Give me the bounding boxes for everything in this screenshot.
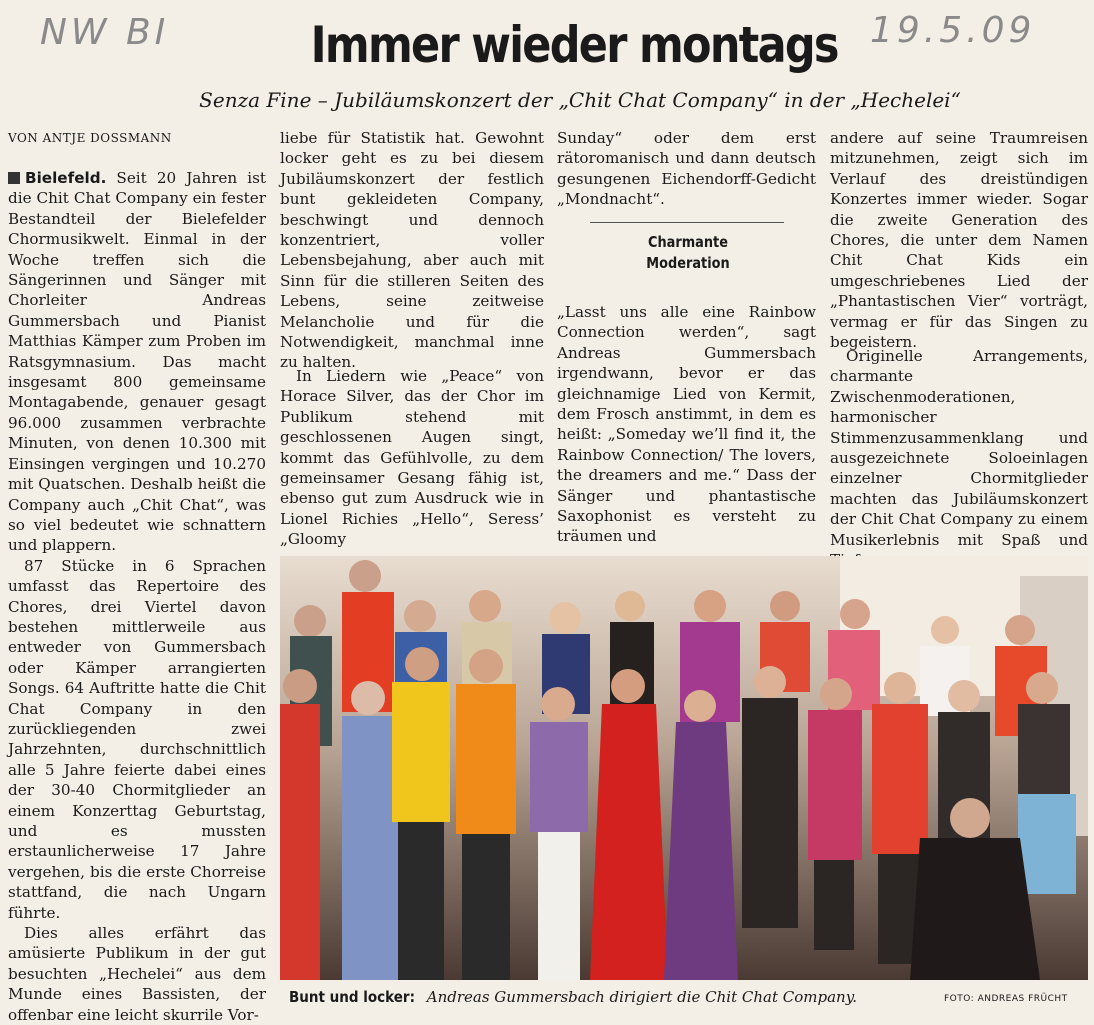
article-column-4: [830, 128, 1088, 352]
photo-caption: [282, 988, 857, 1006]
article-column-4-continued: [830, 346, 1088, 549]
dateline-city: Bielefeld.: [25, 169, 107, 187]
subheading-line: Charmante: [648, 233, 728, 251]
article-subheading: [612, 232, 763, 274]
subheading-divider: [590, 222, 784, 223]
article-subhead: Senza Fine – Jubiläumskonzert der „Chit Chat Company“ in der „Hechelei“: [199, 88, 961, 112]
paragraph: „Lasst uns alle eine Rainbow Connection werden“, sagt Andreas Gummersbach irgendwann, bevor er das gleichnamige Lied von Kermit, dem Frosch anstimmt, in dem es heißt: „Someday we’ll find it, the Rainbow Connection/ The lovers, the dreamers and me.“ Dass der Sänger und phantastische Saxophonist es versteht zu träumen und: [557, 303, 816, 546]
paragraph: liebe für Statistik hat. Gewohnt locker geht es zu bei diesem Jubiläumskonzert der festlich bunt gekleideten Company, beschwingt und dennoch konzentriert, voller Lebensbejahung, aber auch mit Sinn für die stilleren Seiten des Lebens, seine zeitweise Melancholie und für die Notwendigkeit, manchmal inne zu halten.: [280, 129, 544, 372]
paragraph: Sunday“ oder dem erst rätoromanisch und dann deutsch gesungenen Eichendorff-Gedicht „Mondnacht“.: [557, 129, 816, 209]
article-byline: VON ANTJE DOSSMANN: [8, 131, 172, 145]
paragraph: andere auf seine Traumreisen mitzunehmen, zeigt sich im Verlauf des dreistündigen Konzertes immer wieder. Sogar die zweite Generation des Chores, die unter dem Namen Chit Chat Kids ein umgeschriebenes Lied der „Phantastischen Vier“ vorträgt, vermag er für das Singen zu begeistern.: [830, 129, 1088, 352]
handwritten-date-note: 19.5.09: [870, 10, 1036, 51]
article-column-3-continued: [557, 302, 816, 546]
handwritten-source-note: NW BI: [40, 12, 170, 53]
article-column-2-continued: [280, 366, 544, 549]
paragraph: Dies alles erfährt das amüsierte Publikum in der gut besuchten „Hechelei“ aus dem Munde eines Bassisten, der offenbar eine leicht skurrile Vor-: [8, 924, 266, 1024]
caption-text: Andreas Gummersbach dirigiert die Chit Chat Company.: [421, 988, 857, 1006]
choir-photo: [280, 556, 1088, 980]
paragraph-text: Seit 20 Jahren ist die Chit Chat Company ein fester Bestandteil der Bielefelder Chormusikwelt. Einmal in der Woche treffen sich die Sängerinnen und Sänger mit Chorleiter Andreas Gummersbach und Pianist Matthias Kämper zum Proben im Ratsgymnasium. Das macht insgesamt 800 gemeinsame Montagabende, genauer gesagt 96.000 zusammen verbrachte Minuten, von denen 10.300 mit Einsingen vergingen und 10.270 mit Quatschen. Deshalb heißt die Company auch „Chit Chat“, was so viel bedeutet wie schnattern und plappern.: [8, 169, 266, 555]
caption-lead: Bunt und locker:: [288, 988, 415, 1006]
paragraph: In Liedern wie „Peace“ von Horace Silver, das der Chor im Publikum stehend mit geschlossenen Augen singt, kommt das Gefühlvolle, zu dem gemeinsamer Gesang fähig ist, ebenso gut zum Ausdruck wie in Lionel Richies „Hello“, Seress’ „Gloomy: [280, 367, 544, 549]
choir-photo-illustration: [280, 556, 1088, 980]
article-column-3: [557, 128, 816, 212]
article-column-1: [8, 168, 266, 1024]
bullet-square-icon: [8, 172, 20, 184]
photo-credit: FOTO: ANDREAS FRÜCHT: [944, 994, 1068, 1004]
article-headline: Immer wieder montags: [310, 16, 838, 74]
paragraph: [8, 168, 266, 556]
subheading-line: Moderation: [646, 254, 730, 272]
paragraph: Originelle Arrangements, charmante Zwischenmoderationen, harmonischer Stimmenzusammenklang und ausgezeichnete Soloeinlagen einzelner Chormitglieder machten das Jubiläumskonzert der Chit Chat Company zu einem Musikerlebnis mit Spaß und: [830, 347, 1088, 549]
paragraph: 87 Stücke in 6 Sprachen umfasst das Repertoire des Chores, drei Viertel davon bestehen mittlerweile aus entweder von Gummersbach oder Kämper arrangierten Songs. 64 Auftritte hatte die Chit Chat Company in den zurückliegenden zwei Jahrzehnten, durchschnittlich alle 5 Jahre feierte dabei eines der 30-40 Chormitglieder an einem Konzerttag Geburtstag, und es mussten erstaunlicherweise 17 Jahre vergehen, bis die erste Chorreise stattfand, die nach Ungarn führte.: [8, 556, 266, 922]
article-column-2: [280, 128, 544, 372]
